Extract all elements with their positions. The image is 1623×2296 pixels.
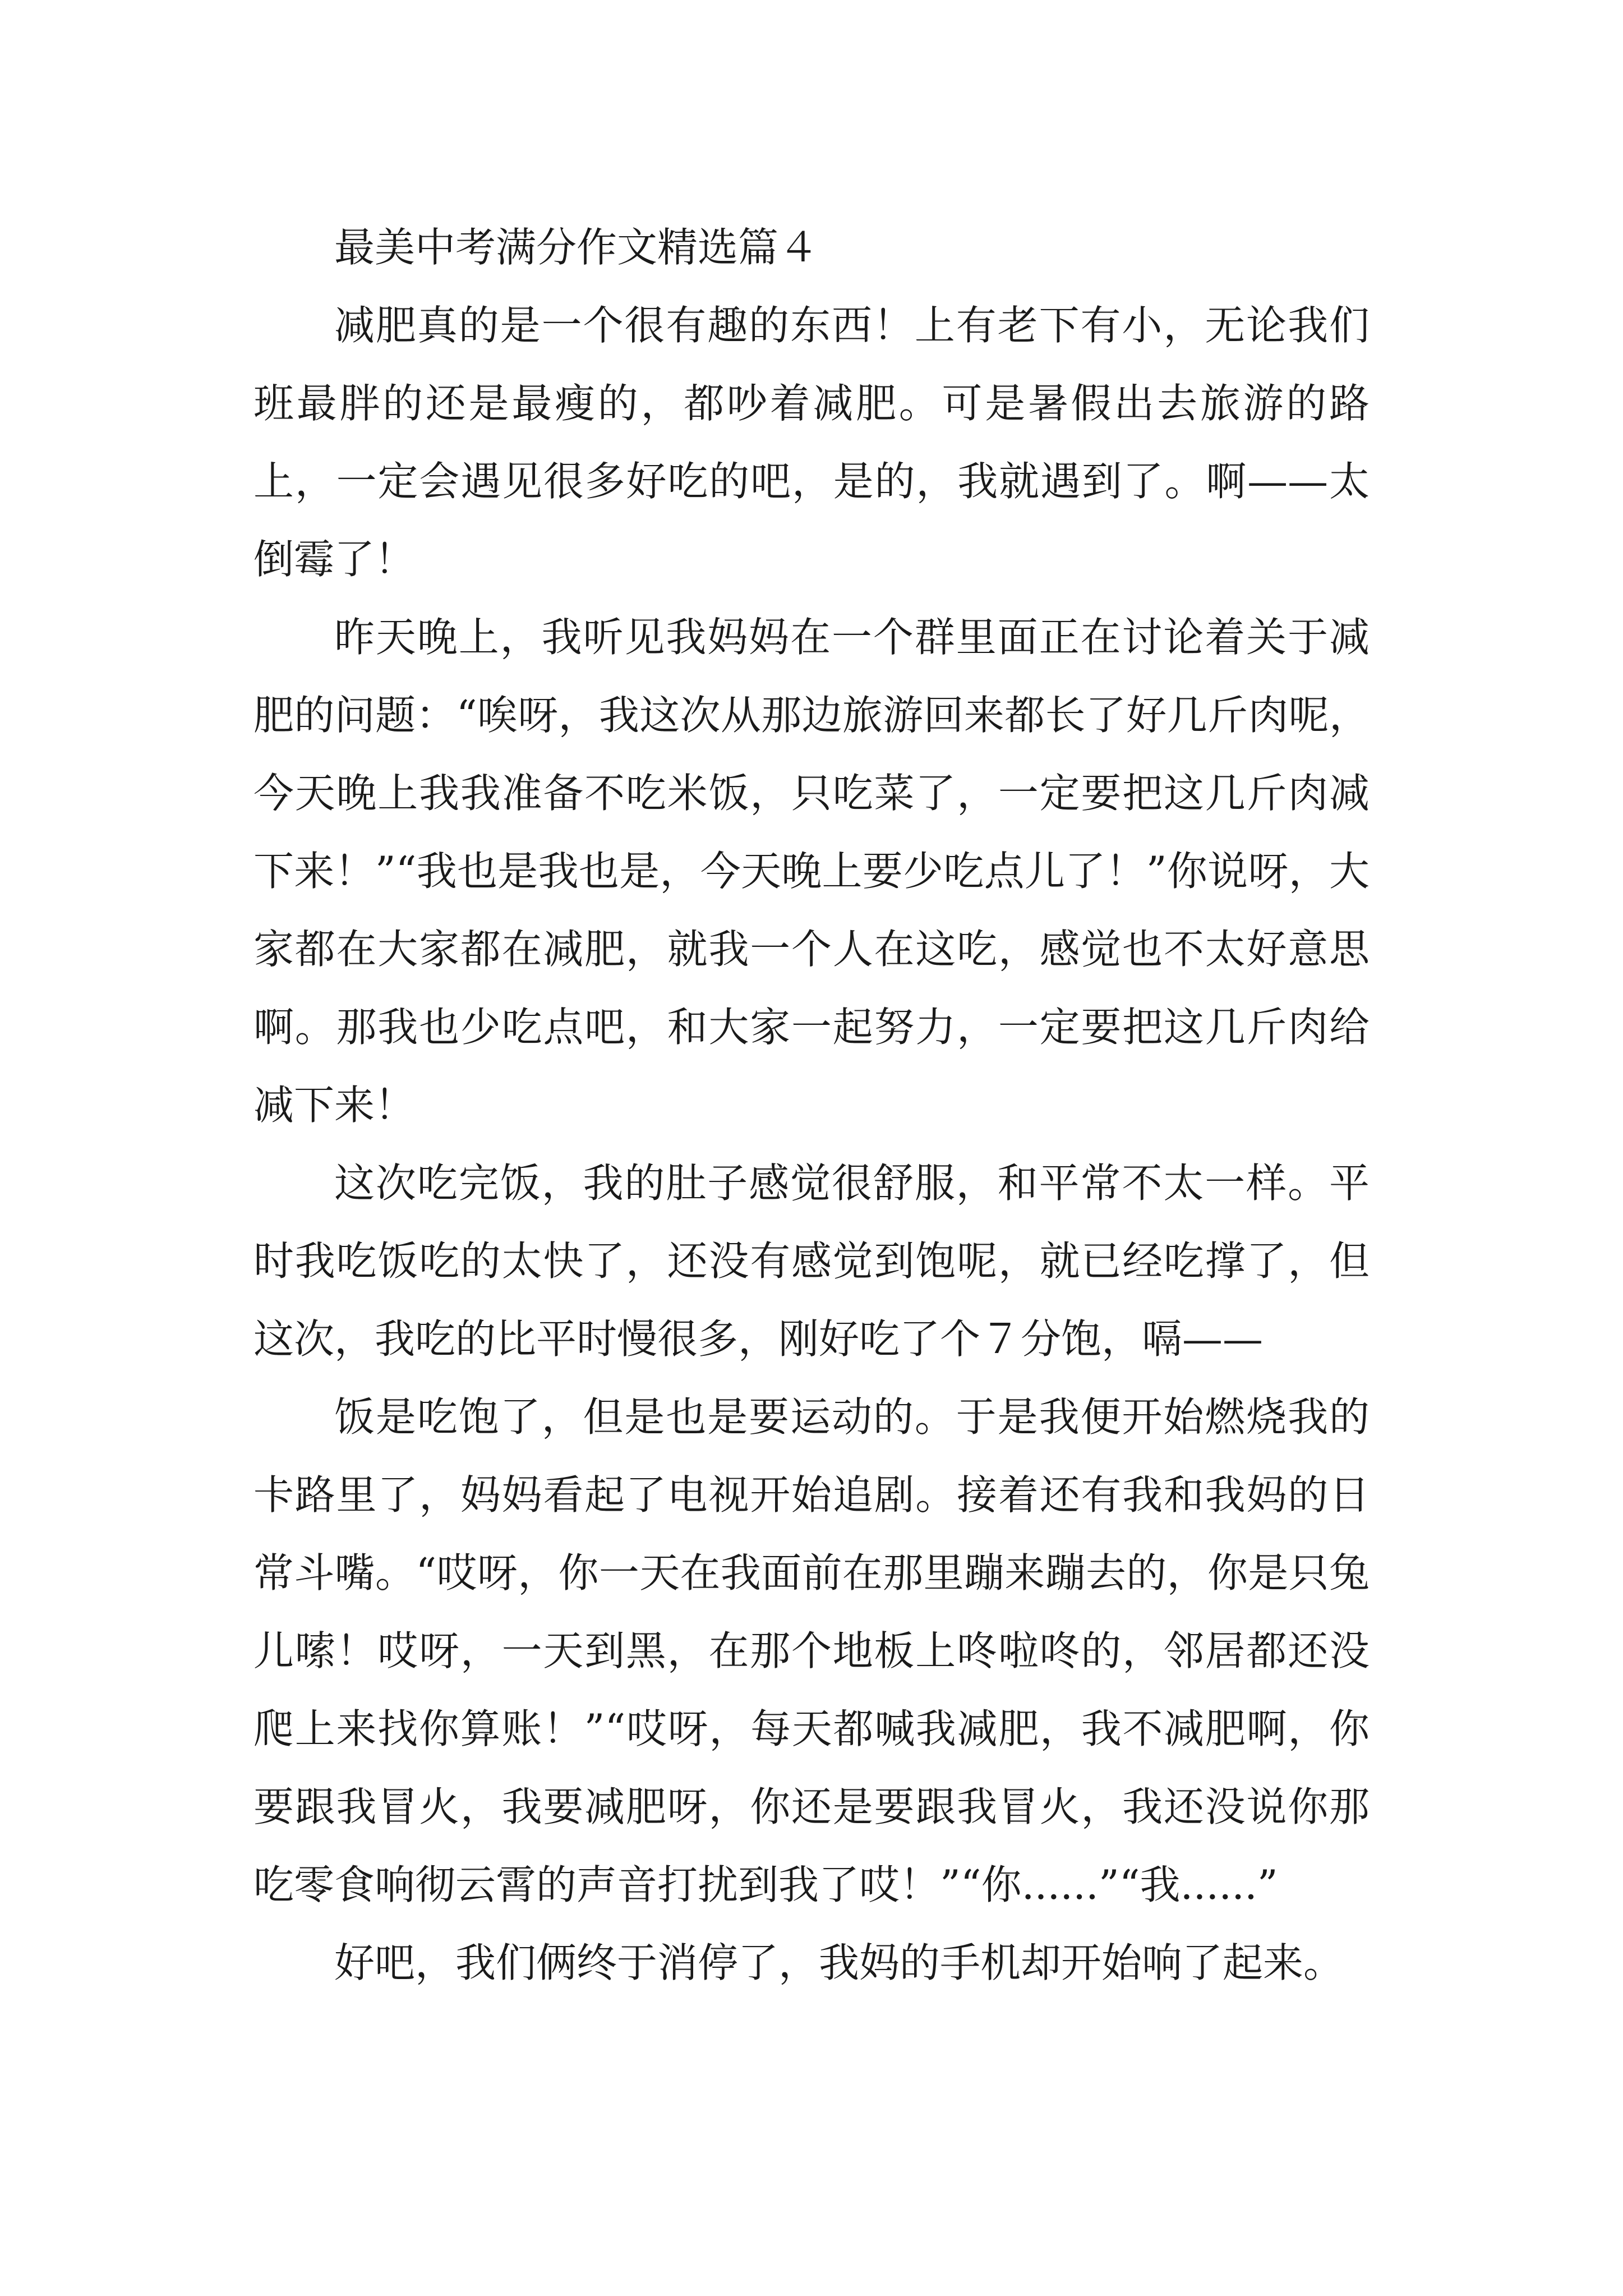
- paragraph-5: 好吧，我们俩终于消停了，我妈的手机却开始响了起来。: [334, 1939, 1344, 1986]
- paragraph-3: 这次吃完饭，我的肚子感觉很舒服，和平常不太一样。平时我吃饭吃的太快了，还没有感觉到饱呢，就已经吃撑了，但这次，我吃的比平时慢很多，刚好吃了个７分饱，嗝——: [253, 1159, 1370, 1363]
- document-title: 最美中考满分作文精选篇４: [334, 224, 819, 271]
- paragraph-2: 昨天晚上，我听见我妈妈在一个群里面正在讨论着关于减肥的问题：“唉呀，我这次从那边旅游回来都长了好几斤肉呢，今天晚上我我准备不吃米饭，只吃菜了，一定要把这几斤肉减下来！”“我也是我也是，今天晚上要少吃点儿了！”你说呀，大家都在大家都在减肥，就我一个人在这吃，感觉也不太好意思啊。那我也少吃点吧，和大家一起努力，一定要把这几斤肉给减下来！: [253, 614, 1370, 1129]
- document-body: [253, 209, 1370, 2002]
- paragraph-1: 减肥真的是一个很有趣的东西！上有老下有小，无论我们班最胖的还是最瘦的，都吵着减肥。可是暑假出去旅游的路上，一定会遇见很多好吃的吧，是的，我就遇到了。啊——太倒霉了！: [253, 302, 1370, 583]
- paragraph-4: 饭是吃饱了，但是也是要运动的。于是我便开始燃烧我的卡路里了，妈妈看起了电视开始追剧。接着还有我和我妈的日常斗嘴。“哎呀，你一天在我面前在那里蹦来蹦去的，你是只兔儿嗦！哎呀，一天到黑，在那个地板上咚啦咚的，邻居都还没爬上来找你算账！”“哎呀，每天都喊我减肥，我不减肥啊，你要跟我冒火，我要减肥呀，你还是要跟我冒火，我还没说你那吃零食响彻云霄的声音打扰到我了哎！”“你......”“我......”: [253, 1393, 1370, 1908]
